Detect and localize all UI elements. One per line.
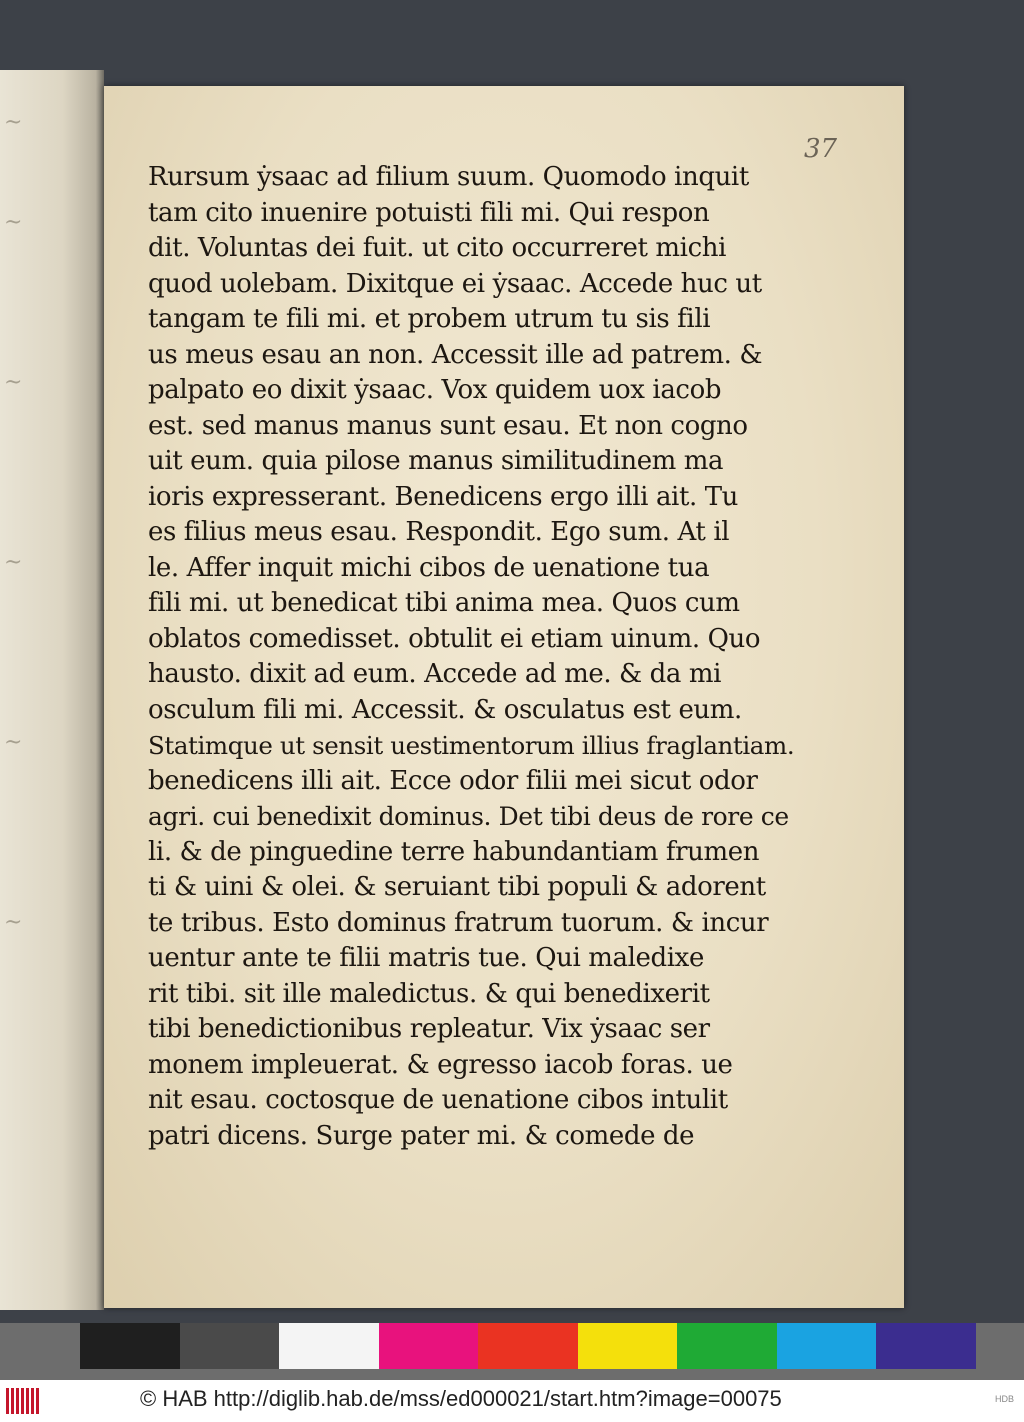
manuscript-line: li. & de pinguedine terre habundantiam frumen <box>148 836 760 867</box>
manuscript-line: monem impleuerat. & egresso iacob foras. ue <box>148 1049 733 1080</box>
manuscript-line: palpato eo dixit ẏsaac. Vox quidem uox iacob <box>148 375 722 405</box>
manuscript-line: uentur ante te filii matris tue. Qui maledixe <box>148 943 704 973</box>
manuscript-line: tibi benedictionibus repleatur. Vix ẏsaac ser <box>148 1014 710 1044</box>
manuscript-line: benedicens illi ait. Ecce odor filii mei sicut odor <box>148 765 758 796</box>
manuscript-line: uit eum. quia pilose manus similitudinem ma <box>148 446 724 476</box>
image-credit-url[interactable]: © HAB http://diglib.hab.de/mss/ed000021/start.htm?image=00075 <box>140 1386 782 1411</box>
manuscript-line: hausto. dixit ad eum. Accede ad me. & da mi <box>148 659 722 689</box>
color-swatch <box>876 1323 976 1369</box>
manuscript-line: ti & uini & olei. & seruiant tibi populi & adorent <box>148 872 766 902</box>
manuscript-line: Statimque ut sensit uestimentorum illius fraglantiam. <box>148 731 795 760</box>
manuscript-page <box>104 86 904 1308</box>
folio-number: 37 <box>804 134 838 164</box>
color-swatch <box>777 1323 877 1369</box>
footer-bar <box>0 1380 1024 1422</box>
color-swatch <box>180 1323 280 1369</box>
manuscript-line: te tribus. Esto dominus fratrum tuorum. & incur <box>148 907 769 938</box>
color-swatch <box>279 1323 379 1369</box>
manuscript-line: patri dicens. Surge pater mi. & comede de <box>148 1120 695 1151</box>
manuscript-line: ioris expresserant. Benedicens ergo illi ait. Tu <box>148 481 739 512</box>
color-swatch <box>80 1323 180 1369</box>
manuscript-line: Rursum ẏsaac ad filium suum. Quomodo inquit <box>148 162 749 192</box>
manuscript-line: nit esau. coctosque de uenatione cibos intulit <box>148 1085 728 1115</box>
manuscript-text-block <box>148 160 795 1154</box>
manuscript-line: es filius meus esau. Respondit. Ego sum. At il <box>148 517 730 547</box>
manuscript-line: us meus esau an non. Accessit ille ad patrem. & <box>148 339 763 370</box>
manuscript-line: oblatos comedisset. obtulit ei etiam uinum. Quo <box>148 623 761 654</box>
color-calibration-strip <box>0 1323 1024 1380</box>
hab-logo-icon <box>6 1388 40 1414</box>
manuscript-line: dit. Voluntas dei fuit. ut cito occurreret michi <box>148 233 727 263</box>
manuscript-line: est. sed manus manus sunt esau. Et non cogno <box>148 410 748 441</box>
color-swatch <box>578 1323 678 1369</box>
manuscript-line: tam cito inuenire potuisti fili mi. Qui respon <box>148 197 710 228</box>
color-swatch <box>677 1323 777 1369</box>
manuscript-line: osculum fili mi. Accessit. & osculatus est eum. <box>148 694 742 725</box>
color-swatch <box>379 1323 479 1369</box>
previous-page-edge: ~ ~ ~ ~ ~ ~ <box>0 70 104 1310</box>
manuscript-line: rit tibi. sit ille maledictus. & qui benedixerit <box>148 978 710 1009</box>
corner-mark: HDB <box>994 1394 1014 1404</box>
manuscript-line: quod uolebam. Dixitque ei ẏsaac. Accede huc ut <box>148 268 762 299</box>
manuscript-line: tangam te fili mi. et probem utrum tu sis fili <box>148 304 711 334</box>
manuscript-line: agri. cui benedixit dominus. Det tibi deus de rore ce <box>148 802 789 831</box>
manuscript-line: le. Affer inquit michi cibos de uenatione tua <box>148 552 710 583</box>
manuscript-line: fili mi. ut benedicat tibi anima mea. Quos cum <box>148 588 740 618</box>
color-swatch <box>478 1323 578 1369</box>
